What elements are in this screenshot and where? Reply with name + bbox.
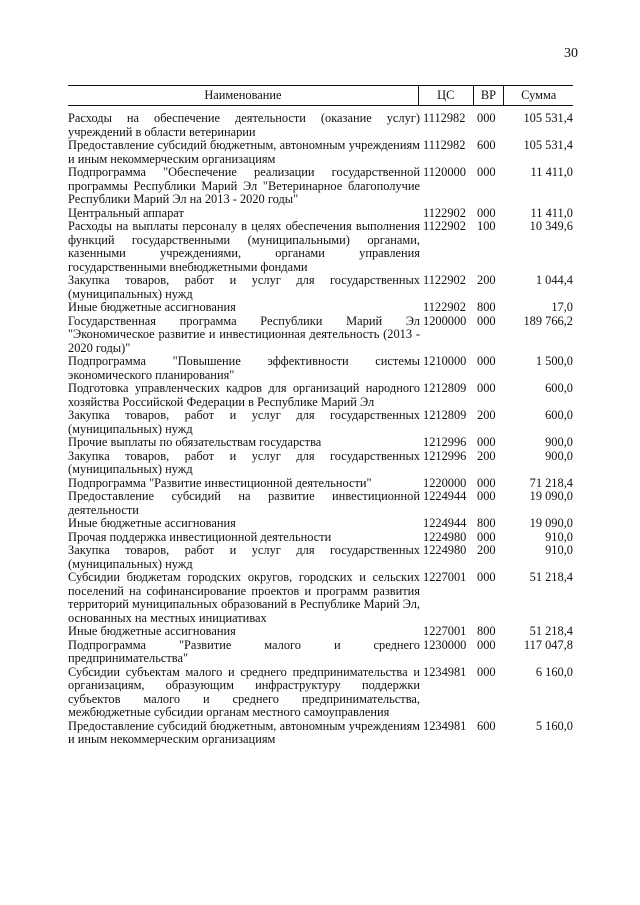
cell-vr: 600 — [477, 138, 496, 152]
table-row — [68, 274, 573, 301]
cell-sum: 11 411,0 — [530, 205, 573, 220]
cell-cs: 1122902 — [423, 205, 466, 220]
table-row — [68, 571, 573, 625]
cell-name: Подпрограмма "Развитие инвестиционной деятельности" — [68, 475, 372, 490]
header-vr: ВР — [474, 86, 505, 105]
cell-name: Закупка товаров, работ и услуг для государственных (муниципальных) нужд — [68, 408, 420, 436]
cell-cs: 1212809 — [423, 408, 467, 422]
table-row — [68, 639, 573, 666]
cell-sum: 19 090,0 — [529, 489, 573, 503]
cell-vr: 000 — [477, 475, 496, 490]
table-row — [68, 625, 573, 639]
cell-name: Подпрограмма "Обеспечение реализации государственной программы Республики Марий Эл "Ветеринарное благополучие Республики Марий Эл на 2013 - 2020 годы" — [68, 165, 420, 206]
cell-sum: 5 160,0 — [535, 718, 573, 733]
cell-vr: 100 — [477, 219, 496, 233]
cell-vr: 000 — [477, 529, 496, 544]
cell-sum: 51 218,4 — [529, 570, 573, 584]
cell-sum: 189 766,2 — [523, 313, 573, 328]
cell-vr: 000 — [477, 381, 496, 395]
cell-cs: 1122902 — [423, 273, 466, 287]
cell-vr: 000 — [477, 313, 496, 328]
cell-cs: 1224980 — [423, 543, 467, 557]
cell-vr: 000 — [477, 489, 496, 503]
cell-cs: 1220000 — [423, 475, 467, 490]
table-row — [68, 436, 573, 450]
cell-name: Предоставление субсидий бюджетным, автономным учреждениям и иным некоммерческим организациям — [68, 718, 420, 746]
table-row — [68, 517, 573, 531]
cell-sum: 1 500,0 — [535, 354, 573, 368]
cell-vr: 200 — [477, 408, 496, 422]
cell-sum: 17,0 — [551, 300, 573, 314]
table-row — [68, 720, 573, 747]
table-row — [68, 477, 573, 491]
cell-cs: 1210000 — [423, 354, 467, 368]
table-row — [68, 409, 573, 436]
table-row — [68, 112, 573, 139]
budget-table — [68, 85, 573, 747]
cell-name: Прочая поддержка инвестиционной деятельности — [68, 529, 332, 544]
table-row — [68, 220, 573, 274]
cell-name: Закупка товаров, работ и услуг для государственных (муниципальных) нужд — [68, 273, 420, 301]
cell-name: Субсидии субъектам малого и среднего предпринимательства и организациям, образующим инфраструктуру поддержки субъектов малого и среднего предпринимательства, межбюджетные субсидии органам местного самоуправления — [68, 664, 420, 719]
cell-cs: 1230000 — [423, 637, 467, 652]
cell-vr: 000 — [477, 664, 496, 679]
cell-sum: 600,0 — [545, 408, 573, 422]
header-sum: Сумма — [521, 88, 557, 102]
cell-vr: 200 — [477, 448, 496, 463]
header-cs: ЦС — [419, 86, 474, 105]
cell-cs: 1227001 — [423, 624, 467, 638]
page-number: 30 — [564, 46, 578, 61]
cell-cs: 1200000 — [423, 313, 467, 328]
cell-vr: 000 — [477, 205, 496, 220]
cell-sum: 19 090,0 — [529, 516, 573, 530]
cell-sum: 600,0 — [545, 381, 573, 395]
table-row — [68, 544, 573, 571]
cell-name: Расходы на выплаты персоналу в целях обеспечения выполнения функций государственными (муниципальными) органами, казенными учреждениями, органами управления государственными внебюджетными фондами — [68, 219, 420, 274]
cell-name: Иные бюджетные ассигнования — [68, 624, 236, 638]
cell-cs: 1227001 — [423, 570, 467, 584]
table-row — [68, 139, 573, 166]
cell-name: Закупка товаров, работ и услуг для государственных (муниципальных) нужд — [68, 448, 420, 476]
cell-name: Подготовка управленческих кадров для организаций народного хозяйства Российской Федерации в Республике Марий Эл — [68, 381, 420, 409]
cell-cs: 1112982 — [423, 138, 466, 152]
table-row — [68, 355, 573, 382]
cell-cs: 1112982 — [423, 111, 466, 125]
cell-cs: 1224944 — [423, 489, 467, 503]
cell-name: Подпрограмма "Развитие малого и среднего предпринимательства" — [68, 637, 420, 665]
cell-vr: 200 — [477, 273, 496, 287]
table-header — [68, 85, 573, 106]
cell-name: Закупка товаров, работ и услуг для государственных (муниципальных) нужд — [68, 543, 420, 571]
cell-cs: 1224944 — [423, 516, 467, 530]
cell-cs: 1234981 — [423, 664, 467, 679]
cell-cs: 1234981 — [423, 718, 467, 733]
table-row — [68, 207, 573, 221]
cell-vr: 000 — [477, 111, 496, 125]
cell-sum: 1 044,4 — [535, 273, 573, 287]
cell-vr: 000 — [477, 354, 496, 368]
cell-sum: 117 047,8 — [523, 637, 573, 652]
cell-vr: 000 — [477, 435, 496, 449]
cell-name: Иные бюджетные ассигнования — [68, 516, 236, 530]
cell-vr: 600 — [477, 718, 496, 733]
cell-name: Государственная программа Республики Марий Эл "Экономическое развитие и инвестиционная деятельность (2013 - 2020 годы)" — [68, 313, 420, 355]
cell-name: Предоставление субсидий на развитие инвестиционной деятельности — [68, 489, 420, 517]
cell-vr: 000 — [477, 570, 496, 584]
table-row — [68, 166, 573, 207]
table-row — [68, 490, 573, 517]
cell-vr: 200 — [477, 543, 496, 557]
cell-cs: 1120000 — [423, 165, 466, 179]
table-row — [68, 531, 573, 545]
cell-cs: 1224980 — [423, 529, 467, 544]
cell-sum: 51 218,4 — [529, 624, 573, 638]
cell-cs: 1122902 — [423, 219, 466, 233]
cell-name: Подпрограмма "Повышение эффективности системы экономического планирования" — [68, 354, 420, 382]
cell-cs: 1122902 — [423, 300, 466, 314]
cell-sum: 910,0 — [545, 529, 573, 544]
cell-vr: 800 — [477, 624, 496, 638]
cell-vr: 000 — [477, 165, 496, 179]
header-name: Наименование — [68, 86, 419, 105]
cell-sum: 105 531,4 — [523, 111, 573, 125]
cell-sum: 900,0 — [545, 448, 573, 463]
cell-name: Предоставление субсидий бюджетным, автономным учреждениям и иным некоммерческим организациям — [68, 138, 420, 166]
cell-cs: 1212996 — [423, 435, 467, 449]
table-body — [68, 106, 573, 747]
cell-sum: 6 160,0 — [535, 664, 573, 679]
table-row — [68, 382, 573, 409]
table-row — [68, 301, 573, 315]
cell-cs: 1212996 — [423, 448, 467, 463]
table-row — [68, 450, 573, 477]
cell-name: Центральный аппарат — [68, 205, 184, 220]
cell-sum: 900,0 — [545, 435, 573, 449]
cell-vr: 800 — [477, 300, 496, 314]
cell-vr: 800 — [477, 516, 496, 530]
cell-sum: 10 349,6 — [529, 219, 573, 233]
cell-name: Субсидии бюджетам городских округов, городских и сельских поселений на софинансирование проектов и программ развития территорий муниципальных образований в Республике Марий Эл, основанных на местных инициативах — [68, 570, 420, 625]
cell-sum: 11 411,0 — [530, 165, 573, 179]
cell-sum: 910,0 — [545, 543, 573, 557]
cell-vr: 000 — [477, 637, 496, 652]
cell-cs: 1212809 — [423, 381, 467, 395]
cell-name: Иные бюджетные ассигнования — [68, 300, 236, 314]
table-row — [68, 315, 573, 356]
cell-sum: 71 218,4 — [529, 475, 573, 490]
cell-name: Расходы на обеспечение деятельности (оказание услуг) учреждений в области ветеринарии — [68, 111, 420, 139]
cell-sum: 105 531,4 — [523, 138, 573, 152]
cell-name: Прочие выплаты по обязательствам государства — [68, 435, 322, 449]
table-row — [68, 666, 573, 720]
